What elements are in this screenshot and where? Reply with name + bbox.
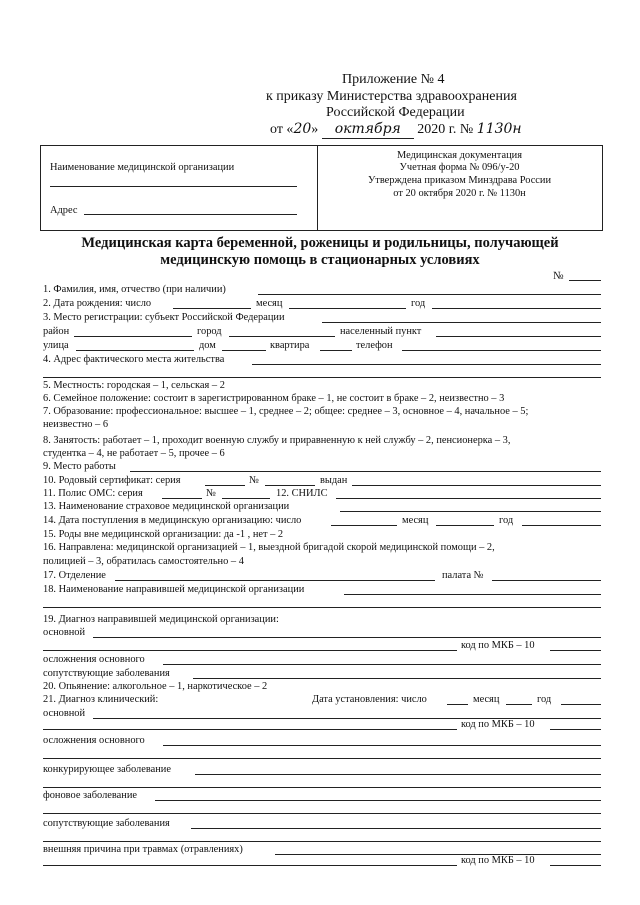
field-4-line-2 — [43, 377, 601, 378]
field-20-label: 20. Опьянение: алкогольное – 1, наркотическое – 2 — [43, 681, 268, 692]
ward-line — [492, 580, 601, 581]
page-title-line2: медицинскую помощь в стационарных условиях — [160, 252, 480, 268]
field-21-label: 21. Диагноз клинический: — [43, 694, 159, 705]
birth-year-line — [432, 308, 601, 309]
region-label: район — [43, 326, 70, 337]
field-18-line-2 — [43, 607, 601, 608]
city-label: город — [197, 326, 222, 337]
field-15-label: 15. Роды вне медицинской организации: да -1 , нет – 2 — [43, 529, 284, 540]
date-day-handwritten: 20 — [293, 121, 312, 137]
field-5-label: 5. Местность: городская – 1, сельская – 2 — [43, 380, 225, 391]
field-21-main-label: основной — [43, 708, 86, 719]
city-line — [229, 336, 335, 337]
field-7-cont: неизвестно – 6 — [43, 419, 109, 430]
cert-number-line — [265, 485, 315, 486]
external-cause-label: внешняя причина при травмах (отравлениях) — [43, 844, 243, 855]
field-3-label: 3. Место регистрации: субъект Российской Федерации — [43, 312, 285, 323]
cert-number-label: № — [249, 475, 259, 486]
background-label: фоновое заболевание — [43, 790, 138, 801]
snils-line — [336, 498, 601, 499]
complications-line-2 — [163, 745, 601, 746]
icd-code-label-1: код по МКБ – 10 — [461, 640, 535, 651]
field-14-label: 14. Дата поступления в медицинскую организацию: число — [43, 515, 302, 526]
icd-code-line-3 — [550, 865, 601, 866]
apartment-line — [320, 350, 352, 351]
date-prefix: от « — [270, 122, 294, 137]
competing-line — [195, 774, 601, 775]
complications-label-2: осложнения основного — [43, 735, 145, 746]
field-9-label: 9. Место работы — [43, 461, 116, 472]
icd-code-label-2: код по МКБ – 10 — [461, 719, 535, 730]
org-name-label: Наименование медицинской организации — [50, 162, 235, 173]
admission-year-line — [522, 525, 601, 526]
cert-issued-line — [352, 485, 601, 486]
street-label: улица — [43, 340, 69, 351]
field-7-label: 7. Образование: профессиональное: высшее – 1, среднее – 2; общее: среднее – 3, основное – 4, начальное – 5; — [43, 406, 529, 417]
region-line — [74, 336, 192, 337]
background-line — [155, 800, 601, 801]
field-13-line — [340, 511, 601, 512]
external-cause-line — [275, 854, 601, 855]
page-title-line1: Медицинская карта беременной, роженицы и родильницы, получающей — [81, 235, 559, 251]
org-name-line — [50, 186, 297, 187]
house-label: дом — [199, 340, 216, 351]
settlement-label: населенный пункт — [340, 326, 422, 337]
address-label: Адрес — [50, 205, 78, 216]
cert-series-line — [205, 485, 245, 486]
diagnosis-date-label: Дата установления: число — [312, 694, 427, 705]
birth-month-line — [289, 308, 406, 309]
diagnosis-month-line — [506, 704, 532, 705]
background-line-2 — [43, 813, 601, 814]
form-number: Учетная форма № 096/у-20 — [399, 162, 520, 173]
date-month-handwritten: октября — [322, 121, 414, 139]
approved-by: Утверждена приказом Минздрава России — [367, 175, 552, 186]
order-number-handwritten: 1130н — [476, 121, 522, 137]
diagnosis-month-label: месяц — [473, 694, 500, 705]
external-cause-line-2 — [43, 865, 457, 866]
concomitant-line-2 — [191, 828, 601, 829]
competing-line-2 — [43, 787, 601, 788]
appendix-number: Приложение № 4 — [342, 72, 445, 87]
phone-line — [402, 350, 601, 351]
field-8-cont: студентка – 4, не работает – 5, прочее – 6 — [43, 448, 225, 459]
icd-code-line-1 — [550, 650, 601, 651]
card-number-line — [569, 280, 601, 281]
field-17-label: 17. Отделение — [43, 570, 106, 581]
policy-series-line — [162, 498, 202, 499]
federation-label: Российской Федерации — [326, 105, 465, 120]
diagnosis-day-line — [447, 704, 468, 705]
birth-month-label: месяц — [256, 298, 283, 309]
field-18-label: 18. Наименование направившей медицинской организации — [43, 584, 305, 595]
phone-label: телефон — [356, 340, 393, 351]
concomitant-line-1 — [193, 678, 601, 679]
field-8-label: 8. Занятость: работает – 1, проходит военную службу и приравненную к ней службу – 2, пенсионерка – 3, — [43, 435, 511, 446]
concomitant-label-2: сопутствующие заболевания — [43, 818, 170, 829]
concomitant-label-1: сопутствующие заболевания — [43, 668, 170, 679]
department-line — [115, 580, 435, 581]
field-9-line — [130, 471, 601, 472]
field-12-label: 12. СНИЛС — [276, 488, 328, 499]
card-number-label: № — [553, 270, 564, 282]
field-18-line — [344, 594, 601, 595]
field-19-main-label: основной — [43, 627, 86, 638]
complications-label-1: осложнения основного — [43, 654, 145, 665]
complications-line-2b — [43, 758, 601, 759]
field-16-cont: полицией – 3, обратилась самостоятельно – 4 — [43, 556, 244, 567]
field-19-main-line — [93, 637, 601, 638]
address-line — [84, 214, 297, 215]
field-6-label: 6. Семейное положение: состоит в зарегистрированном браке – 1, не состоит в браке – 2, неизвестно – 3 — [43, 393, 505, 404]
cert-issued-label: выдан — [320, 475, 348, 486]
competing-label: конкурирующее заболевание — [43, 764, 171, 775]
field-4-line — [252, 364, 601, 365]
birth-year-label: год — [411, 298, 426, 309]
field-2-label: 2. Дата рождения: число — [43, 298, 152, 309]
approved-date: от 20 октября 2020 г. № 1130н — [393, 188, 526, 199]
field-1-line — [258, 294, 601, 295]
birth-day-line — [173, 308, 251, 309]
policy-number-label: № — [206, 488, 216, 499]
field-19-main-line-2 — [43, 650, 457, 651]
diagnosis-year-line — [561, 704, 601, 705]
admission-month-label: месяц — [402, 515, 429, 526]
field-16-label: 16. Направлена: медицинской организацией – 1, выездной бригадой скорой медицинской помощи – 2, — [43, 542, 495, 553]
field-13-label: 13. Наименование страховое медицинской организации — [43, 501, 290, 512]
field-11-label: 11. Полис ОМС: серия — [43, 488, 143, 499]
admission-day-line — [331, 525, 397, 526]
street-line — [76, 350, 194, 351]
field-21-main-line-2 — [43, 729, 457, 730]
complications-line-1 — [163, 664, 601, 665]
date-year: 2020 г. № — [417, 122, 474, 137]
order-reference: к приказу Министерства здравоохранения — [266, 89, 517, 104]
field-10-label: 10. Родовый сертификат: серия — [43, 475, 181, 486]
diagnosis-year-label: год — [537, 694, 552, 705]
admission-month-line — [436, 525, 494, 526]
house-line — [222, 350, 266, 351]
admission-year-label: год — [499, 515, 514, 526]
doc-type: Медицинская документация — [397, 150, 522, 161]
order-date-line — [270, 121, 522, 139]
icd-code-label-3: код по МКБ – 10 — [461, 855, 535, 866]
subject-line — [322, 322, 601, 323]
settlement-line — [436, 336, 601, 337]
ward-label: палата № — [442, 570, 484, 581]
field-4-label: 4. Адрес фактического места жительства — [43, 354, 225, 365]
apartment-label: квартира — [270, 340, 310, 351]
field-1-label: 1. Фамилия, имя, отчество (при наличии) — [43, 284, 226, 295]
date-mid: » — [311, 122, 319, 137]
field-19-label: 19. Диагноз направившей медицинской организации: — [43, 614, 279, 625]
policy-number-line — [222, 498, 270, 499]
concomitant-line-2b — [43, 841, 601, 842]
icd-code-line-2 — [550, 729, 601, 730]
